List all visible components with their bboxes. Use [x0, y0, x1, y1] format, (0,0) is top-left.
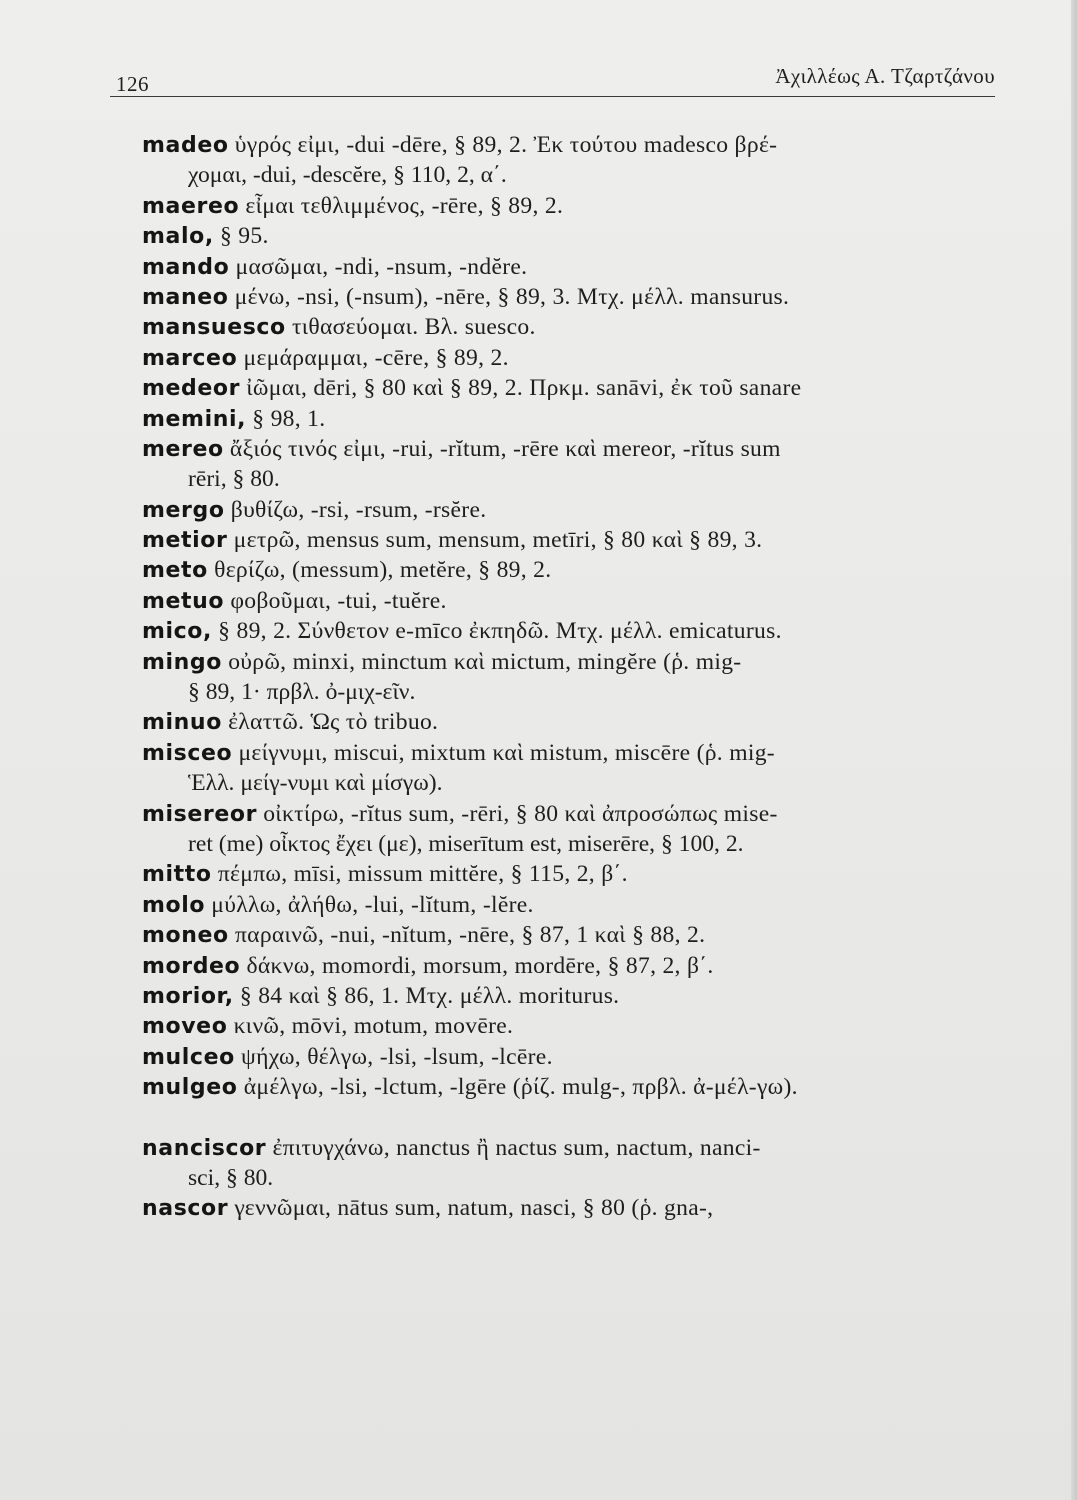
headword: mando — [142, 254, 230, 280]
entry-mico — [142, 616, 998, 646]
entry-text: πέμπω, mīsi, missum mittĕre, § 115, 2, β΄. — [211, 861, 628, 888]
entry-madeo — [142, 130, 998, 191]
entry-morior — [142, 981, 998, 1011]
headword: mico, — [142, 619, 212, 645]
entry-continuation: § 89, 1· πρβλ. ὀ-μιχ-εῖν. — [188, 679, 416, 706]
entry-mansuesco — [142, 312, 998, 342]
entry-mitto — [142, 859, 998, 889]
entry-marceo — [142, 343, 998, 373]
entry-text: μεμάραμμαι, -cēre, § 89, 2. — [237, 344, 509, 371]
entry-text: οὐρῶ, minxi, minctum καὶ mictum, mingĕre (ῥ. mig- — [222, 648, 742, 675]
headword: nanciscor — [142, 1135, 267, 1161]
entry-memini — [142, 404, 998, 434]
headword: marceo — [142, 345, 238, 371]
entry-maneo — [142, 282, 998, 312]
entry-minuo — [142, 707, 998, 737]
headword: mulceo — [142, 1044, 235, 1070]
entry-misceo — [142, 738, 998, 799]
headword: minuo — [142, 710, 222, 736]
entry-continuation: sci, § 80. — [188, 1164, 274, 1191]
entry-text: οἰκτίρω, -rĭtus sum, -rēri, § 80 καὶ ἀπροσώπως mise- — [257, 800, 778, 827]
entry-text: εἶμαι τεθλιμμένος, -rēre, § 89, 2. — [239, 192, 564, 219]
entry-text: θερίζω, (messum), metĕre, § 89, 2. — [207, 557, 552, 584]
entry-continuation: Ἑλλ. μείγ-νυμι καὶ μίσγω). — [188, 770, 443, 797]
entry-text: § 84 καὶ § 86, 1. Μτχ. μέλλ. moriturus. — [233, 982, 620, 1009]
entry-text: μείγνυμι, miscui, mixtum καὶ mistum, miscēre (ῥ. mig- — [232, 739, 775, 766]
entry-malo — [142, 221, 998, 251]
headword: meto — [142, 558, 208, 584]
entry-moveo — [142, 1011, 998, 1041]
entry-mulceo — [142, 1042, 998, 1072]
entry-mergo — [142, 495, 998, 525]
entry-medeor — [142, 373, 998, 403]
entry-misereor — [142, 799, 998, 860]
entry-text: μετρῶ, mensus sum, mensum, metīri, § 80 καὶ § 89, 3. — [227, 527, 763, 554]
entry-text: φοβοῦμαι, -tui, -tuĕre. — [224, 587, 447, 614]
entry-mulgeo — [142, 1072, 998, 1102]
entry-mingo — [142, 647, 998, 708]
headword: mergo — [142, 497, 225, 523]
entry-text: ὑγρός εἰμι, -dui -dēre, § 89, 2. Ἐκ τούτου madesco βρέ- — [228, 132, 778, 158]
headword: mereo — [142, 436, 224, 462]
entry-mordeo — [142, 951, 998, 981]
entry-meto — [142, 555, 998, 585]
entry-text: § 95. — [213, 223, 269, 250]
headword: misceo — [142, 740, 233, 766]
headword: molo — [142, 892, 206, 918]
entry-metior — [142, 525, 998, 555]
entry-text: ἰῶμαι, dēri, § 80 καὶ § 89, 2. Πρκμ. sanāvi, ἐκ τοῦ sanare — [240, 375, 802, 402]
entry-maereo — [142, 191, 998, 221]
headword: malo, — [142, 224, 214, 250]
headword: madeo — [142, 133, 229, 158]
headword: metior — [142, 528, 228, 554]
headword: moveo — [142, 1014, 228, 1040]
entry-metuo — [142, 586, 998, 616]
page-header — [110, 56, 995, 98]
entry-text: μένω, -nsi, (-nsum), -nēre, § 89, 3. Μτχ. μέλλ. mansurus. — [228, 283, 790, 310]
entry-nascor — [142, 1193, 998, 1223]
headword: metuo — [142, 588, 225, 614]
entry-mando — [142, 252, 998, 282]
headword: nascor — [142, 1196, 229, 1222]
headword: mingo — [142, 649, 222, 675]
header-rule — [110, 96, 995, 97]
entry-text: ἄξιός τινός εἰμι, -rui, -rĭtum, -rēre καὶ mereor, -rĭtus sum — [223, 435, 781, 462]
entry-continuation: χομαι, -dui, -descĕre, § 110, 2, α΄. — [188, 162, 507, 189]
entry-text: μασῶμαι, -ndi, -nsum, -ndĕre. — [229, 253, 528, 280]
headword: mulgeo — [142, 1075, 238, 1101]
entry-text: τιθασεύομαι. Βλ. suesco. — [285, 314, 536, 341]
headword: misereor — [142, 801, 258, 827]
entry-moneo — [142, 920, 998, 950]
page-edge — [1071, 0, 1077, 1500]
headword: mansuesco — [142, 315, 286, 341]
dictionary-entries — [142, 130, 998, 1224]
entry-mereo — [142, 434, 998, 495]
headword: mordeo — [142, 953, 241, 979]
entry-continuation: ret (me) οἶκτος ἔχει (με), miserītum est, miserēre, § 100, 2. — [188, 830, 744, 857]
headword: maneo — [142, 284, 229, 310]
headword: moneo — [142, 923, 229, 949]
entry-text: παραινῶ, -nui, -nĭtum, -nēre, § 87, 1 καὶ § 88, 2. — [228, 922, 706, 949]
running-head: Ἀχιλλέως Α. Τζαρτζάνου — [775, 64, 995, 88]
entry-text: ψήχω, θέλγω, -lsi, -lsum, -lcēre. — [234, 1043, 553, 1070]
headword: maereo — [142, 193, 240, 219]
entry-text: ἀμέλγω, -lsi, -lctum, -lgēre (ῥίζ. mulg-, πρβλ. ἀ-μέλ-γω). — [237, 1074, 798, 1101]
headword: memini, — [142, 406, 247, 432]
entry-text: γεννῶμαι, nātus sum, natum, nasci, § 80 (ῥ. gna-, — [228, 1195, 714, 1222]
entry-text: μύλλω, ἀλήθω, -lui, -lĭtum, -lĕre. — [205, 891, 534, 918]
entry-text: βυθίζω, -rsi, -rsum, -rsĕre. — [224, 496, 487, 523]
page-number: 126 — [116, 72, 149, 96]
entry-nanciscor — [142, 1133, 998, 1194]
entry-text: § 89, 2. Σύνθετον e-mīco ἐκπηδῶ. Μτχ. μέλλ. emicaturus. — [211, 618, 782, 645]
headword: mitto — [142, 862, 212, 888]
entry-text: ἐλαττῶ. Ὡς τὸ tribuo. — [221, 709, 439, 736]
headword: medeor — [142, 376, 241, 402]
entry-continuation: rēri, § 80. — [188, 466, 280, 493]
entry-text: δάκνω, momordi, morsum, mordēre, § 87, 2, β΄. — [240, 952, 714, 979]
entry-text: § 98, 1. — [246, 405, 326, 432]
headword: morior, — [142, 983, 234, 1009]
entry-text: ἐπιτυγχάνω, nanctus ἢ nactus sum, nactum, nanci- — [266, 1134, 761, 1161]
entry-text: κινῶ, mōvi, motum, movēre. — [227, 1013, 514, 1040]
entry-molo — [142, 890, 998, 920]
